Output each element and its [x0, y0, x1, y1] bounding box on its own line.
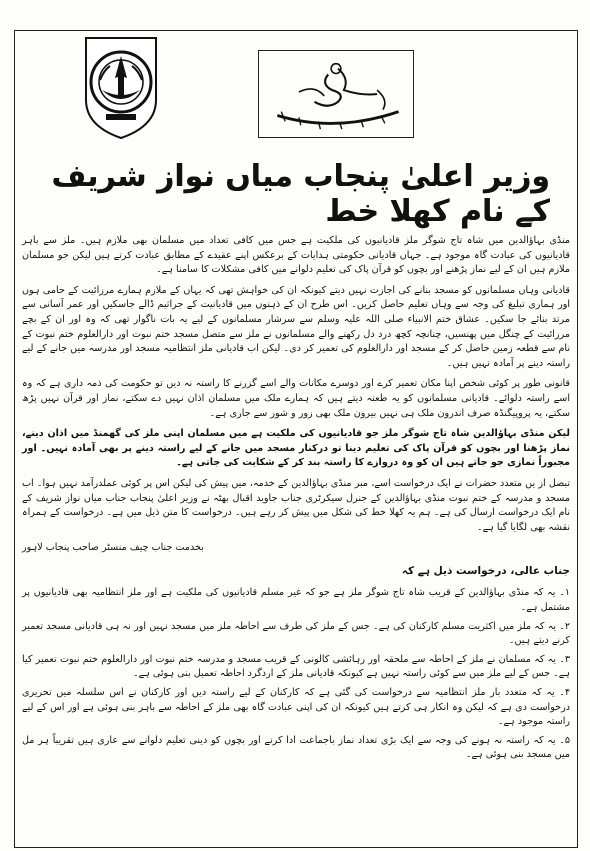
paragraph-2: قادیانی وہاں مسلمانوں کو مسجد بنانے کی اجازت نہیں دیتے کیونکہ ان کی خواہش تھی کہ یہاں کے ملازم ہمارے مرزائیت کے حامی ہوں اور ہماری تبلیغ کی وجہ سے وہاں تعلیم حاصل کریں۔ اس طرح ان کے ذہنوں میں قادیانیت کے جراثیم ڈالے جاسکیں اور عمر آسانی سے مرتد بنائے جا سکیں۔ عشاق ختم الانبیاء صلی اللہ علیہ وسلم سے سرشار مسلمانوں کے لیے یہ بات ناگوار تھی کہ وہ اور ان کے بچے مرزائیت کے چنگل میں پھنسیں، چنانچہ کچھ درد دل رکھنے والے مسلمانوں نے ملز سے متصل مسجد ختم نبوت اور دارالعلوم ختم نبوت کے نام سے قطعہ زمین حاصل کر کے مسجد اور دارالعلوم کی تعمیر کر دی۔ لیکن اب قادیانی ملز انتظامیہ مسجد اور مدرسہ میں جانے کے لیے راستہ دینے پر آمادہ نہیں ہیں۔ — [22, 284, 570, 369]
paragraph-1: منڈی بہاؤالدین میں شاہ تاج شوگر ملز قادیانیوں کی ملکیت ہے جس میں کافی تعداد میں مسلمان بھی ملازم ہیں۔ ملز سے باہر قادیانیوں کی عبادت گاہ موجود ہے۔ جہاں قادیانی حکومتی ہدایات کے برعکس اپنے عقیدے کے مطابق عبادت کرتے ہیں لیکن جو مسلمان ملازم ہیں ان کے لیے نماز پڑھنے اور بچوں کو قرآن پاک کی تعلیم دلوانے میں کافی مشکلات کا سامنا ہے۔ — [22, 235, 570, 276]
organization-emblem — [80, 30, 162, 140]
paragraph-5: تبصل از یں متعدد حضرات نے ایک درخواست اسے، مبر منڈی بہاؤالدین کے خدمہ، میں پیش کی لیکن اس پر کوئی عملدرآمد نہیں ہوا۔ اب مسجد و مدرسہ کے ختم نبوت منڈی بہاؤالدین کے جنرل سیکرٹری جناب جاوید اقبال بھٹہ نے وزیر اعلیٰ پنجاب جناب میاں نواز شریف کے نام ایک درخواست ارسال کی ہے۔ ہم یہ کھلا خط کی شکل میں پیش کر رہے ہیں۔ درخواست کا متن ذیل میں ہے۔ درخواست کے ہمراہ نقشہ بھی لگایا گیا ہے۔ — [22, 477, 570, 533]
headline-text: وزیر اعلیٰ پنجاب میاں نواز شریف کے نام کھلا خط — [40, 159, 550, 229]
salutation: جناب عالی، درخواست ذیل ہے کہ — [401, 564, 570, 577]
headline — [40, 159, 550, 229]
list-item: ۲۔ یہ کہ ملز میں اکثریت مسلم کارکنان کی ہے۔ جس کے ملز کی طرف سے احاطہ ملز میں مسجد نہیں اور نہ ہی قادیانی مسجد تعمیر کرنے دیتے ہیں۔ — [22, 620, 570, 647]
paragraph-3: قانونی طور پر کوئی شخص اپنا مکان تعمیر کرے اور دوسرے مکانات والے اسے گزرنے کا راستہ نہ دیں تو حکومت کی ذمہ داری ہے کہ وہ اسے راستہ دلوائے۔ قادیانی مسلمانوں کو یہ طعنہ دیتے ہیں کہ ہمارے ملک میں مسلمان اذان نہیں دے سکتے، نماز اور قرآن نہیں پڑھ سکتے، یہ پروپیگنڈہ صرف اندرون ملک ہی نہیں بیرون ملک بھی زور و شور سے جاری ہے۔ — [22, 378, 570, 419]
paragraph-4: لیکن منڈی بہاؤالدین شاہ تاج شوگر ملز جو قادیانیوں کی ملکیت ہے میں مسلمان اپنی ملز کی گھمنڈ میں اذان دینے، نماز پڑھنا اور بچوں کو قرآن پاک کی تعلیم دینا تو درکنار مسجد میں جانے کے لیے راستہ دینے پر بھی آمادہ نہیں۔ اور مجبوراً نمازی جو جاتے ہیں ان کو وہ دروازے کا راستہ بند کر کے شکایت کی جاتی ہے۔ — [22, 428, 570, 469]
letter-body — [22, 234, 570, 846]
list-item: ۳۔ یہ کہ مسلمان نے ملز کے احاطہ سے ملحقہ اور رہائشی کالونی کے قریب مسجد و مدرسہ ختم نبوت اور دارالعلوم ختم نبوت تعمیر کیا ہے۔ جس کے لیے ملز میں سے کوئی راستہ نہیں ہے کیونکہ قادیانی ملز کے اردگرد احاطہ تعمیل بنی ہوئی ہے۔ — [22, 653, 570, 680]
addressee-line: بخدمت جناب چیف منسٹر صاحب پنجاب لاہور — [22, 542, 204, 554]
list-item: ۱۔ یہ کہ منڈی بہاؤالدین کے قریب شاہ تاج شوگر ملز ہے جو کہ غیر مسلم قادیانیوں کی ملکیت ہے اور ملز انتظامیہ بھی قادیانیوں پر مشتمل ہے۔ — [22, 587, 570, 614]
list-item: ۵۔ یہ کہ راستہ نہ ہونے کی وجہ سے ایک بڑی تعداد نماز باجماعت ادا کرنے اور بچوں کو دینی تعلیم دلوانے سے عاری ہیں تقریباً ہر مل میں مسجد بنی ہوئی ہے۔ — [22, 734, 570, 761]
calligraphic-seal — [258, 50, 414, 138]
list-item: ۴۔ یہ کہ متعدد بار ملز انتظامیہ سے درخواست کی گئی ہے کہ کارکنان کے لیے راستہ دیں اور کارکنان نے اس سلسلہ میں تحریری درخواست دی ہے کہ لیکن وہ انکار ہی کرتے ہیں کیونکہ ان کی اپنی عبادت گاہ بھی ملز کے احاطہ سے باہر بنی ہوئی ہے اور اس کے لیے راستہ موجود ہے۔ — [22, 687, 570, 728]
